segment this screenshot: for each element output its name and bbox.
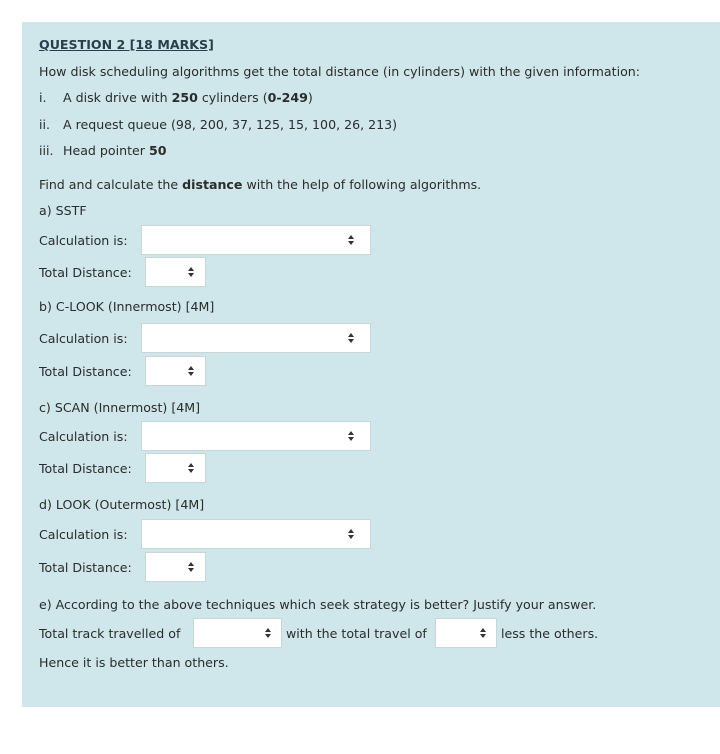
section-d-heading: d) LOOK (Outermost) [4M] (39, 497, 205, 512)
total-distance-label: Total Distance: (39, 265, 132, 280)
part-e-question: e) According to the above techniques which seek strategy is better? Justify your answer. (39, 597, 597, 612)
section-c-heading: c) SCAN (Innermost) [4M] (39, 400, 201, 415)
item-number: i. (39, 90, 47, 105)
total-distance-label: Total Distance: (39, 364, 132, 379)
scan-total-select[interactable] (145, 453, 206, 483)
scan-calculation-select[interactable] (141, 421, 371, 451)
up-down-caret-icon (188, 366, 194, 376)
best-total-select[interactable] (435, 618, 497, 648)
up-down-caret-icon (265, 628, 271, 638)
item-number: iii. (39, 143, 54, 158)
calculation-label: Calculation is: (39, 331, 128, 346)
clook-calculation-select[interactable] (141, 323, 371, 353)
up-down-caret-icon (480, 628, 486, 638)
up-down-caret-icon (188, 562, 194, 572)
part-e-suffix: less the others. (501, 626, 599, 641)
question-title: QUESTION 2 [18 MARKS] (39, 37, 214, 52)
up-down-caret-icon (348, 235, 354, 245)
given-item-2: ii. A request queue (98, 200, 37, 125, 15, 100, 26, 213) (39, 117, 398, 132)
up-down-caret-icon (348, 431, 354, 441)
total-distance-label: Total Distance: (39, 560, 132, 575)
calculation-label: Calculation is: (39, 429, 128, 444)
item-number: ii. (39, 117, 51, 132)
up-down-caret-icon (348, 529, 354, 539)
look-calculation-select[interactable] (141, 519, 371, 549)
clook-total-select[interactable] (145, 356, 206, 386)
best-technique-select[interactable] (193, 618, 282, 648)
part-e-prefix: Total track travelled of (39, 626, 181, 641)
part-e-middle: with the total travel of (286, 626, 427, 641)
look-total-select[interactable] (145, 552, 206, 582)
given-item-1: i. A disk drive with 250 cylinders (0-249) (39, 90, 313, 105)
sstf-total-select[interactable] (145, 257, 206, 287)
total-distance-label: Total Distance: (39, 461, 132, 476)
calculation-label: Calculation is: (39, 233, 128, 248)
section-a-heading: a) SSTF (39, 203, 87, 218)
part-e-conclusion: Hence it is better than others. (39, 655, 229, 670)
given-item-3: iii. Head pointer 50 (39, 143, 167, 158)
up-down-caret-icon (348, 333, 354, 343)
sstf-calculation-select[interactable] (141, 225, 371, 255)
up-down-caret-icon (188, 267, 194, 277)
calculation-label: Calculation is: (39, 527, 128, 542)
instruction-text: Find and calculate the distance with the help of following algorithms. (39, 177, 482, 192)
question-intro: How disk scheduling algorithms get the total distance (in cylinders) with the given information: (39, 64, 641, 79)
up-down-caret-icon (188, 463, 194, 473)
section-b-heading: b) C-LOOK (Innermost) [4M] (39, 299, 215, 314)
